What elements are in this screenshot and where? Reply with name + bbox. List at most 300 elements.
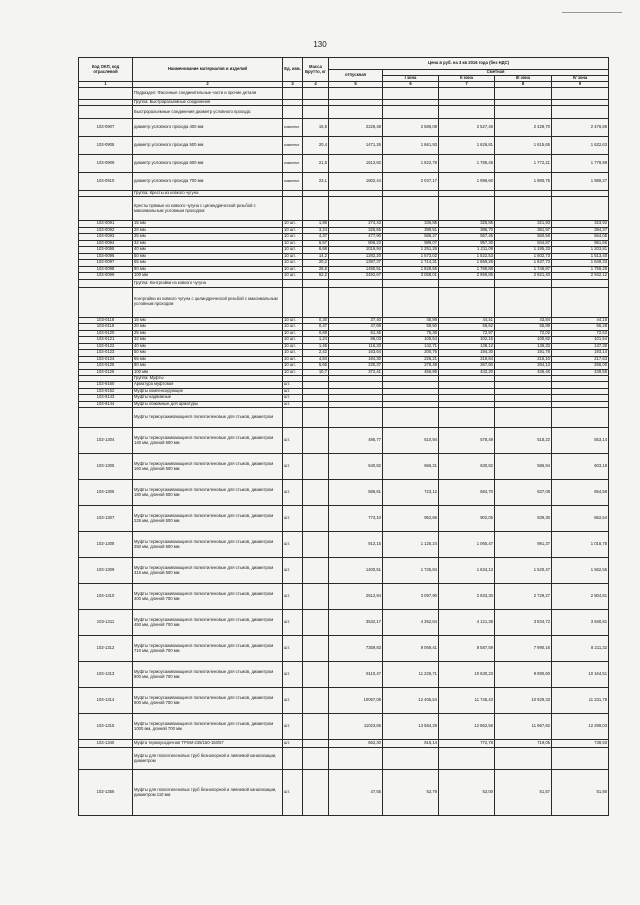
empty-cell: [552, 197, 609, 221]
unit-cell: 10 шт.: [283, 240, 303, 247]
zone-price-cell: 1 980,75: [495, 173, 552, 191]
name-cell: Муфты термоусаживающиеся полиэтиленовые для стыков, диаметром 140 мм, длиной 500 мм: [133, 428, 283, 454]
zone-price-cell: 564,05: [552, 234, 609, 241]
code-cell: 103-1312: [79, 636, 133, 662]
table-row: [79, 740, 609, 748]
header-zone-1: I зона: [383, 76, 439, 82]
unit-cell: шт.: [283, 610, 303, 636]
empty-cell: [383, 88, 439, 100]
code-cell: 103-1305: [79, 454, 133, 480]
name-cell: диаметр условного прохода 400 мм: [133, 119, 283, 137]
unit-cell: 10 шт.: [283, 253, 303, 260]
empty-cell: [303, 408, 329, 428]
zone-price-cell: 436,46: [495, 369, 552, 376]
release-price-cell: 586,81: [329, 480, 383, 506]
empty-cell: [329, 88, 383, 100]
release-price-cell: 184,30: [329, 356, 383, 363]
empty-cell: [79, 197, 133, 221]
zone-price-cell: 553,14: [552, 428, 609, 454]
release-price-cell: 477,90: [329, 234, 383, 241]
section-row: [79, 106, 609, 119]
name-cell: диаметр условного прохода 500 мм: [133, 137, 283, 155]
table-row: [79, 173, 609, 191]
zone-price-cell: 13 584,29: [383, 714, 439, 740]
mass-cell: 4,84: [303, 356, 329, 363]
name-cell: 100 мм: [133, 369, 283, 376]
unit-cell: шт.: [283, 714, 303, 740]
release-price-cell: 163,64: [329, 350, 383, 357]
section-row: [79, 408, 609, 428]
release-price-cell: 9110,47: [329, 662, 383, 688]
empty-cell: [79, 106, 133, 119]
table-row: [79, 137, 609, 155]
zone-price-cell: 1 195,33: [495, 247, 552, 254]
zone-price-cell: 630,82: [439, 454, 495, 480]
mass-cell: 26,8: [303, 266, 329, 273]
name-cell: Муфты надвижные: [133, 395, 283, 402]
release-price-cell: 372,41: [329, 369, 383, 376]
zone-price-cell: 2 959,85: [439, 273, 495, 280]
code-cell: 103-0119: [79, 324, 133, 331]
table-header: [79, 58, 609, 88]
section-label: Муфты для полиэтиленовых труб безнапорной и ливневой канализации, диаметром: [133, 748, 283, 770]
unit-cell: шт.: [283, 506, 303, 532]
mass-cell: 5,65: [303, 363, 329, 370]
mass-cell: [303, 532, 329, 558]
zone-price-cell: 1 626,81: [439, 137, 495, 155]
zone-price-cell: 586,27: [383, 234, 439, 241]
zone-price-cell: 1 251,26: [383, 247, 439, 254]
section-row: [79, 748, 609, 770]
unit-cell: шт.: [283, 401, 303, 408]
zone-price-cell: 3 940,81: [552, 610, 609, 636]
section-label: Группа: Быстроразъемные соединения: [133, 100, 283, 106]
zone-price-cell: 137,30: [552, 343, 609, 350]
code-cell: 103-0120: [79, 330, 133, 337]
unit-cell: шт.: [283, 688, 303, 714]
name-cell: 20 мм: [133, 227, 283, 234]
empty-cell: [303, 287, 329, 317]
mass-cell: 8,68: [303, 247, 329, 254]
header-zone-2: II зона: [439, 76, 495, 82]
zone-price-cell: 2 804,81: [552, 584, 609, 610]
mass-cell: [303, 740, 329, 748]
zone-price-cell: 138,12: [439, 343, 495, 350]
zone-price-cell: 381,97: [495, 227, 552, 234]
code-cell: 103-1356: [79, 770, 133, 816]
column-number: 6: [383, 82, 439, 88]
zone-price-cell: 45,89: [383, 317, 439, 324]
empty-cell: [303, 748, 329, 770]
code-cell: 103-0908: [79, 137, 133, 155]
zone-price-cell: 1 125,24: [383, 532, 439, 558]
mass-cell: [303, 770, 329, 816]
name-cell: 20 мм: [133, 324, 283, 331]
scan-corner-mark: [562, 12, 622, 13]
zone-price-cell: 399,51: [383, 227, 439, 234]
mass-cell: 52,2: [303, 273, 329, 280]
unit-cell: 10 шт.: [283, 266, 303, 273]
empty-cell: [495, 106, 552, 119]
name-cell: Муфты термоусаживающиеся полиэтиленовые для стыков, диаметром 225 мм, длиной 500 мм: [133, 506, 283, 532]
column-number: 5: [329, 82, 383, 88]
zone-price-cell: 738,93: [552, 740, 609, 748]
empty-cell: [439, 408, 495, 428]
table-row: [79, 454, 609, 480]
empty-cell: [383, 106, 439, 119]
name-cell: Муфты термоусаживающиеся полиэтиленовые для стыков, диаметром 160 мм, длиной 500 мм: [133, 454, 283, 480]
zone-price-cell: 11 746,43: [439, 688, 495, 714]
page-number: 130: [313, 40, 327, 49]
header-release: отпускная: [329, 70, 383, 82]
name-cell: Арматура муфтовая: [133, 382, 283, 389]
code-cell: 103-0091: [79, 221, 133, 228]
table-row: [79, 636, 609, 662]
release-price-cell: 1613,83: [329, 155, 383, 173]
unit-cell: 10 шт.: [283, 317, 303, 324]
header-mass: Масса Брутто, кг: [303, 58, 329, 82]
release-price-cell: 2512,94: [329, 584, 383, 610]
name-cell: 50 мм: [133, 253, 283, 260]
release-price-cell: 1282,20: [329, 253, 383, 260]
empty-cell: [552, 748, 609, 770]
zone-price-cell: 136,33: [495, 343, 552, 350]
unit-cell: шт.: [283, 558, 303, 584]
unit-cell: шт.: [283, 454, 303, 480]
mass-cell: [303, 636, 329, 662]
name-cell: 65 мм: [133, 356, 283, 363]
empty-cell: [495, 748, 552, 770]
unit-cell: 10 шт.: [283, 227, 303, 234]
zone-price-cell: 1 018,78: [552, 532, 609, 558]
empty-cell: [439, 279, 495, 287]
zone-price-cell: 191,78: [495, 350, 552, 357]
unit-cell: комплект: [283, 155, 303, 173]
zone-price-cell: 1 573,02: [383, 253, 439, 260]
zone-price-cell: 1 502,73: [495, 253, 552, 260]
price-table: [78, 57, 609, 816]
name-cell: 32 мм: [133, 337, 283, 344]
zone-price-cell: 2 037,17: [383, 173, 439, 191]
code-cell: 103-9144: [79, 401, 133, 408]
zone-price-cell: 815,14: [383, 740, 439, 748]
name-cell: 80 мм: [133, 363, 283, 370]
column-number: 9: [552, 82, 609, 88]
release-price-cell: 806,23: [329, 240, 383, 247]
zone-price-cell: 1 615,65: [495, 137, 552, 155]
zone-price-cell: 72,02: [495, 330, 552, 337]
release-price-cell: 2226,48: [329, 119, 383, 137]
code-cell: 103-1309: [79, 558, 133, 584]
zone-price-cell: 1 065,47: [439, 532, 495, 558]
zone-price-cell: 654,59: [552, 480, 609, 506]
name-cell: Муфты термоусаживающиеся полиэтиленовые для стыков, диаметром 710 мм, длиной 700 мм: [133, 636, 283, 662]
zone-price-cell: 439,55: [552, 369, 609, 376]
empty-cell: [383, 748, 439, 770]
mass-cell: 20,2: [303, 260, 329, 267]
zone-price-cell: 1 786,45: [439, 155, 495, 173]
zone-price-cell: 1 649,33: [552, 260, 609, 267]
zone-price-cell: 72,53: [552, 330, 609, 337]
zone-price-cell: 226,21: [383, 356, 439, 363]
zone-price-cell: 1 622,63: [552, 137, 609, 155]
zone-price-cell: 216,10: [495, 356, 552, 363]
zone-price-cell: 52,79: [383, 770, 439, 816]
mass-cell: 10,7: [303, 369, 329, 376]
mass-cell: [303, 480, 329, 506]
zone-price-cell: 1 769,88: [439, 266, 495, 273]
zone-price-cell: 9 069,41: [383, 636, 439, 662]
code-cell: 103-1310: [79, 584, 133, 610]
zone-price-cell: 1 746,87: [495, 266, 552, 273]
name-cell: Муфта термоусадочная TPSM-235/150-150/57: [133, 740, 283, 748]
empty-cell: [383, 408, 439, 428]
zone-price-cell: 518,22: [495, 428, 552, 454]
code-cell: 103-0121: [79, 337, 133, 344]
zone-price-cell: 578,49: [439, 428, 495, 454]
code-cell: 103-9152: [79, 388, 133, 395]
column-number: 7: [439, 82, 495, 88]
zone-price-cell: 2 921,40: [495, 273, 552, 280]
name-cell: Муфты термоусаживающиеся полиэтиленовые для стыков, диаметром 900 мм, длиной 700 мм: [133, 688, 283, 714]
mass-cell: 21,5: [303, 155, 329, 173]
column-number: 8: [495, 82, 552, 88]
unit-cell: шт.: [283, 428, 303, 454]
empty-cell: [439, 106, 495, 119]
mass-cell: [303, 662, 329, 688]
unit-cell: 10 шт.: [283, 337, 303, 344]
mass-cell: [303, 688, 329, 714]
empty-cell: [495, 287, 552, 317]
empty-cell: [283, 88, 303, 100]
unit-cell: комплект: [283, 119, 303, 137]
empty-cell: [495, 197, 552, 221]
empty-cell: [495, 88, 552, 100]
zone-price-cell: 1 522,53: [439, 253, 495, 260]
table-row: [79, 506, 609, 532]
zone-price-cell: 12 405,54: [383, 688, 439, 714]
header-name: Наименование материалов и изделий: [133, 58, 283, 82]
release-price-cell: 495,77: [329, 428, 383, 454]
empty-cell: [383, 287, 439, 317]
zone-price-cell: 8 211,32: [552, 636, 609, 662]
mass-cell: 14,2: [303, 253, 329, 260]
release-price-cell: 3532,17: [329, 610, 383, 636]
header-zone-4: IV зона: [552, 76, 609, 82]
table-row: [79, 584, 609, 610]
release-price-cell: 1397,37: [329, 260, 383, 267]
code-cell: 103-0097: [79, 260, 133, 267]
mass-cell: 15,8: [303, 119, 329, 137]
zone-price-cell: 2 476,86: [552, 119, 609, 137]
code-cell: 103-1304: [79, 428, 133, 454]
code-cell: 103-0122: [79, 343, 133, 350]
code-cell: 103-0092: [79, 227, 133, 234]
name-cell: Муфты термоусаживающиеся полиэтиленовые для стыков, диаметром 800 мм, длиной 700 мм: [133, 662, 283, 688]
section-label: Группа: Кресты из ковкого чугуна: [133, 191, 283, 197]
zone-price-cell: 666,21: [383, 454, 439, 480]
section-label: Группа: Контргайки из ковкого чугуна: [133, 279, 283, 287]
code-cell: 103-0099: [79, 273, 133, 280]
zone-price-cell: 1 714,31: [383, 260, 439, 267]
zone-price-cell: 1 520,47: [495, 558, 552, 584]
zone-price-cell: 43,84: [495, 317, 552, 324]
mass-cell: 1,86: [303, 221, 329, 228]
release-price-cell: 10067,08: [329, 688, 383, 714]
empty-cell: [329, 748, 383, 770]
empty-cell: [329, 287, 383, 317]
mass-cell: 2,42: [303, 350, 329, 357]
zone-price-cell: 217,63: [552, 356, 609, 363]
code-cell: 103-1306: [79, 480, 133, 506]
zone-price-cell: 10 929,33: [495, 688, 552, 714]
zone-price-cell: 2 527,46: [439, 119, 495, 137]
empty-cell: [303, 197, 329, 221]
zone-price-cell: 1 772,21: [495, 155, 552, 173]
release-price-cell: 274,43: [329, 221, 383, 228]
empty-cell: [383, 197, 439, 221]
header-code: Код ОКП, код отраслевой: [79, 58, 133, 82]
mass-cell: [303, 584, 329, 610]
empty-cell: [439, 88, 495, 100]
section-row: [79, 197, 609, 221]
section-label: Быстроразъемные соединения диаметр условного прохода:: [133, 106, 283, 119]
mass-cell: 0,69: [303, 330, 329, 337]
table-row: [79, 610, 609, 636]
table-row: [79, 428, 609, 454]
zone-price-cell: 957,30: [439, 240, 495, 247]
code-cell: 103-0126: [79, 369, 133, 376]
empty-cell: [552, 408, 609, 428]
empty-cell: [79, 279, 133, 287]
zone-price-cell: 603,18: [552, 454, 609, 480]
release-price-cell: 116,33: [329, 343, 383, 350]
release-price-cell: 7359,83: [329, 636, 383, 662]
zone-price-cell: 11 226,71: [383, 662, 439, 688]
zone-price-cell: 276,49: [383, 363, 439, 370]
zone-price-cell: 989,07: [383, 240, 439, 247]
zone-price-cell: 2 933,30: [439, 584, 495, 610]
header-unit: Ед. изм.: [283, 58, 303, 82]
release-price-cell: 61,45: [329, 330, 383, 337]
zone-price-cell: 2 942,12: [552, 273, 609, 280]
zone-price-cell: 56,28: [552, 324, 609, 331]
unit-cell: 10 шт.: [283, 234, 303, 241]
zone-price-cell: 336,85: [383, 221, 439, 228]
unit-cell: 10 шт.: [283, 350, 303, 357]
empty-cell: [552, 287, 609, 317]
empty-cell: [283, 106, 303, 119]
zone-price-cell: 567,46: [439, 234, 495, 241]
unit-cell: шт.: [283, 584, 303, 610]
name-cell: Муфты обжимные для арматуры: [133, 401, 283, 408]
zone-price-cell: 9 890,60: [495, 662, 552, 688]
release-price-cell: 1400,51: [329, 558, 383, 584]
column-number: 1: [79, 82, 133, 88]
section-label: Кресты прямые из ковкого чугуна с цилиндрической резьбой с максимальным условным проходом:: [133, 197, 283, 221]
code-cell: 103-1313: [79, 662, 133, 688]
zone-price-cell: 1 661,93: [383, 137, 439, 155]
table-row: [79, 770, 609, 816]
zone-price-cell: 12 862,56: [439, 714, 495, 740]
code-cell: 103-0096: [79, 253, 133, 260]
unit-cell: комплект: [283, 137, 303, 155]
zone-price-cell: 951,56: [552, 240, 609, 247]
name-cell: 50 мм: [133, 350, 283, 357]
zone-price-cell: 1 634,13: [439, 558, 495, 584]
name-cell: 40 мм: [133, 343, 283, 350]
zone-price-cell: 1 779,99: [552, 155, 609, 173]
release-price-cell: 1802,44: [329, 173, 383, 191]
zone-price-cell: 386,70: [439, 227, 495, 234]
unit-cell: 10 шт.: [283, 356, 303, 363]
code-cell: 103-1307: [79, 506, 133, 532]
zone-price-cell: 4 121,38: [439, 610, 495, 636]
code-cell: 103-1308: [79, 532, 133, 558]
empty-cell: [495, 279, 552, 287]
zone-price-cell: 52,00: [439, 770, 495, 816]
zone-price-cell: 200,76: [383, 350, 439, 357]
zone-price-cell: 772,78: [439, 740, 495, 748]
mass-cell: [303, 558, 329, 584]
unit-cell: шт.: [283, 388, 303, 395]
empty-cell: [383, 279, 439, 287]
name-cell: диаметр условного прохода 700 мм: [133, 173, 283, 191]
zone-price-cell: 991,37: [495, 532, 552, 558]
zone-price-cell: 8 587,59: [439, 636, 495, 662]
code-cell: 103-0094: [79, 240, 133, 247]
zone-price-cell: 1 562,55: [552, 558, 609, 584]
release-price-cell: 11023,65: [329, 714, 383, 740]
code-cell: 103-0123: [79, 350, 133, 357]
empty-cell: [283, 287, 303, 317]
zone-price-cell: 3 058,01: [383, 273, 439, 280]
unit-cell: шт.: [283, 480, 303, 506]
code-cell: 103-0098: [79, 266, 133, 273]
name-cell: Муфты для полиэтиленовых труб безнапорной и ливневой канализации, диаметром 110 мм: [133, 770, 283, 816]
name-cell: 25 мм: [133, 234, 283, 241]
unit-cell: шт.: [283, 382, 303, 389]
empty-cell: [79, 408, 133, 428]
empty-cell: [495, 408, 552, 428]
zone-price-cell: 610,94: [383, 428, 439, 454]
table-row: [79, 558, 609, 584]
code-cell: 103-0910: [79, 173, 133, 191]
zone-price-cell: 862,54: [552, 506, 609, 532]
unit-cell: шт.: [283, 395, 303, 402]
code-cell: 103-1311: [79, 610, 133, 636]
zone-price-cell: 193,14: [552, 350, 609, 357]
mass-cell: [303, 506, 329, 532]
empty-cell: [303, 88, 329, 100]
zone-price-cell: 44,15: [552, 317, 609, 324]
unit-cell: 10 шт.: [283, 260, 303, 267]
unit-cell: 10 шт.: [283, 369, 303, 376]
zone-price-cell: 194,30: [439, 350, 495, 357]
zone-price-cell: 51,80: [552, 770, 609, 816]
zone-price-cell: 55,89: [495, 324, 552, 331]
release-price-cell: 47,69: [329, 324, 383, 331]
release-price-cell: 47,55: [329, 770, 383, 816]
zone-price-cell: 266,00: [552, 363, 609, 370]
zone-price-cell: 2 585,08: [383, 119, 439, 137]
release-price-cell: 662,30: [329, 740, 383, 748]
zone-price-cell: 12 299,03: [552, 714, 609, 740]
mass-cell: 3,24: [303, 227, 329, 234]
table-row: [79, 714, 609, 740]
release-price-cell: 37,40: [329, 317, 383, 324]
code-cell: 103-0124: [79, 356, 133, 363]
